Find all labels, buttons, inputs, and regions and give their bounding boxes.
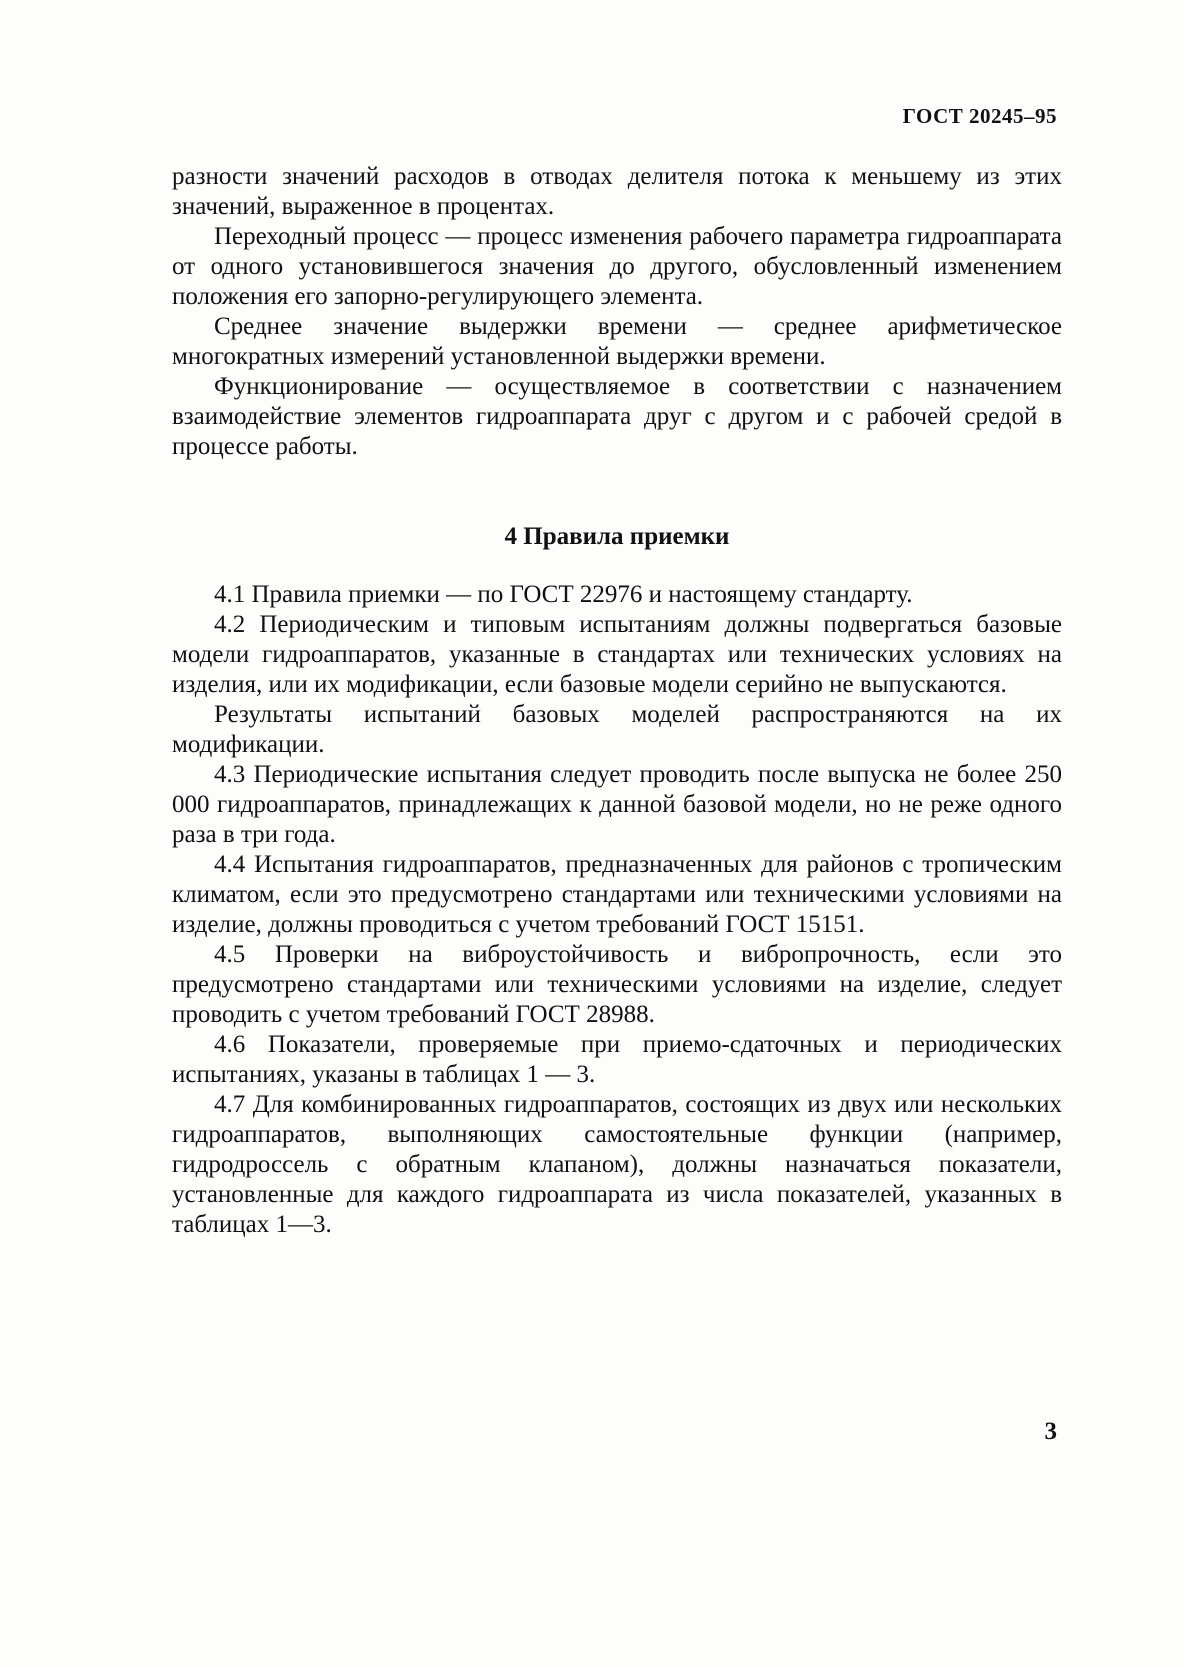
paragraph: 4.7 Для комбинированных гидроаппаратов, состоящих из двух или нескольких гидроаппаратов, выполняющих самостоятельные функции (например, гидродроссель с обратным клапаном), должны назначаться показатели, установленные для каждого гидроаппарата из числа показателей, указанных в таблицах 1—3. — [172, 1091, 1062, 1238]
paragraph: 4.6 Показатели, проверяемые при приемо-сдаточных и периодических испытаниях, указаны в таблицах 1 — 3. — [172, 1031, 1062, 1088]
paragraph: 4.2 Периодическим и типовым испытаниям должны подвергаться базовые модели гидроаппаратов, указанные в стандартах или технических условиях на изделия, или их модификации, если базовые модели серийно не выпускаются. — [172, 611, 1062, 698]
paragraph: Среднее значение выдержки времени — среднее арифметическое многократных измерений установленной выдержки времени. — [172, 313, 1062, 370]
section-title: 4 Правила приемки — [504, 523, 730, 550]
definitions-continued — [172, 162, 1062, 462]
page-number: 3 — [1044, 1418, 1057, 1445]
paragraph: 4.4 Испытания гидроаппаратов, предназначенных для районов с тропическим климатом, если это предусмотрено стандартами или техническими условиями на изделие, должны проводиться с учетом требований ГОСТ 15151. — [172, 851, 1062, 938]
paragraph: Переходный процесс — процесс изменения рабочего параметра гидроаппарата от одного установившегося значения до другого, обусловленный изменением положения его запорно-регулирующего элемента. — [172, 223, 1062, 310]
paragraph: 4.3 Периодические испытания следует проводить после выпуска не более 250 000 гидроаппаратов, принадлежащих к данной базовой модели, но не реже одного раза в три года. — [172, 761, 1062, 848]
paragraph: Функционирование — осуществляемое в соответствии с назначением взаимодействие элементов гидроаппарата друг с другом и с рабочей средой в процессе работы. — [172, 373, 1062, 460]
acceptance-rules-section — [172, 580, 1062, 1240]
paragraph: 4.1 Правила приемки — по ГОСТ 22976 и настоящему стандарту. — [214, 581, 913, 608]
paragraph: Результаты испытаний базовых моделей распространяются на их модификации. — [172, 701, 1062, 758]
document-code-header: ГОСТ 20245–95 — [902, 104, 1057, 128]
paragraph: разности значений расходов в отводах делителя потока к меньшему из этих значений, выраженное в процентах. — [172, 163, 1062, 220]
paragraph: 4.5 Проверки на виброустойчивость и вибропрочность, если это предусмотрено стандартами или техническими условиями на изделие, следует проводить с учетом требований ГОСТ 28988. — [172, 941, 1062, 1028]
